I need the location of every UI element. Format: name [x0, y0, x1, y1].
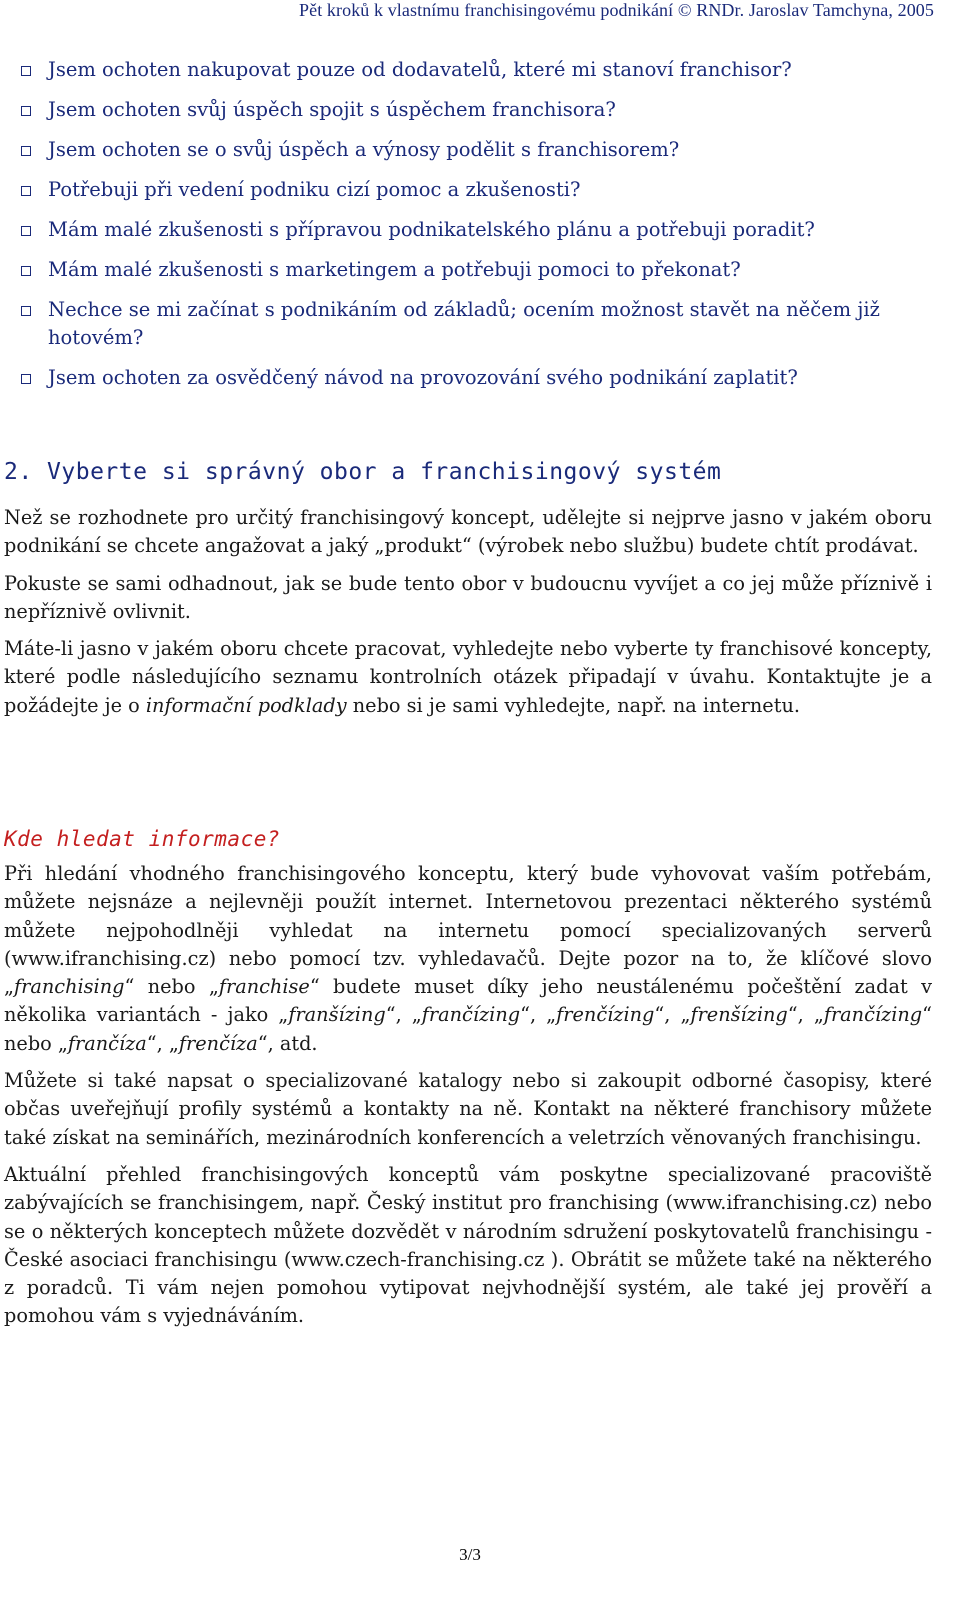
section-heading: 2. Vyberte si správný obor a franchisingový systém — [4, 459, 722, 485]
paragraph-text: “, „ — [146, 1031, 179, 1055]
paragraph-text: “ budete muset díky jeho neustálenému počeštění zadat v několika variantách - jako „ — [4, 975, 932, 1027]
checklist-item-text: Jsem ochoten nakupovat pouze od dodavatelů, které mi stanoví franchisor? — [48, 58, 792, 81]
paragraph: Můžete si také napsat o specializované katalogy nebo si zakoupit odborné časopisy, které občas uveřejňují profily systémů a kontakty na ně. Kontakt na některé franchisory můžete také získat na seminářích, mezinárodních konferencích a veletrzích věnovaných franchisingu. — [4, 1069, 932, 1149]
paragraph-text: “ nebo „ — [4, 1003, 933, 1055]
paragraph — [4, 860, 932, 1058]
paragraph-text: “, „ — [385, 1003, 422, 1027]
emphasized-term: franchising — [14, 975, 125, 999]
emphasized-term: frančízing — [823, 1003, 923, 1027]
paragraph-text: “, „ — [787, 1003, 824, 1027]
paragraph-text: nebo si je sami vyhledejte, např. na internetu. — [346, 693, 800, 717]
section-body — [4, 504, 932, 729]
checklist-item-text: Mám malé zkušenosti s přípravou podnikatelského plánu a potřebuji poradit? — [48, 218, 815, 241]
checklist-item — [0, 364, 955, 392]
checkbox-icon — [21, 374, 31, 384]
checkbox-icon — [21, 146, 31, 156]
checkbox-icon — [21, 66, 31, 76]
subsection-heading: Kde hledat informace? — [4, 827, 281, 851]
checklist-item — [0, 176, 955, 204]
paragraph: Než se rozhodnete pro určitý franchisingový koncept, udělejte si nejprve jasno v jakém oboru podnikání se chcete angažovat a jaký „produkt“ (výrobek nebo službu) budete chtít prodávat. — [4, 506, 932, 558]
paragraph-text: “, atd. — [257, 1031, 318, 1055]
emphasized-term: franchise — [218, 975, 310, 999]
page-number: 3/3 — [459, 1545, 481, 1564]
paragraph-text: “, „ — [654, 1003, 691, 1027]
emphasized-term: informační podklady — [145, 693, 347, 717]
question-checklist — [0, 56, 955, 404]
paragraph-text: Při hledání vhodného franchisingového konceptu, který bude vyhovovat vaším potřebám, můžete nejsnáze a nejlevněji použít internet. Internetovou prezentaci některého systémů můžete nejpohodlněji vyhledat na internetu pomocí specializovaných serverů (www.ifranchising.cz) nebo pomocí tzv. vyhledavačů. Dejte pozor na to, že klíčové slovo „ — [4, 862, 932, 999]
paragraph: Aktuální přehled franchisingových konceptů vám poskytne specializované pracoviště zabývajících se franchisingem, např. Český institut pro franchising (www.ifranchising.cz) nebo se o některých konceptech můžete dozvědět v národním sdružení poskytovatelů franchisingu - České asociaci franchisingu (www.czech-franchising.cz ). Obrátit se můžete také na některého z poradců. Ti vám nejen pomohou vytipovat nejvhodnější systém, ale také jej prověří a pomohou vám s vyjednáváním. — [4, 1162, 932, 1328]
checklist-item — [0, 216, 955, 244]
checklist-item-text: Jsem ochoten za osvědčený návod na provozování svého podnikání zaplatit? — [48, 366, 798, 389]
checkbox-icon — [21, 266, 31, 276]
checklist-item — [0, 136, 955, 164]
checkbox-icon — [21, 186, 31, 196]
checklist-item-text: Jsem ochoten se o svůj úspěch a výnosy podělit s franchisorem? — [48, 138, 680, 161]
checklist-item — [0, 56, 955, 84]
emphasized-term: franšízing — [288, 1003, 386, 1027]
checklist-item-text: Jsem ochoten svůj úspěch spojit s úspěchem franchisora? — [48, 98, 616, 121]
emphasized-term: frančíza — [67, 1031, 147, 1055]
checkbox-icon — [21, 306, 31, 316]
paragraph-text: Máte-li jasno v jakém oboru chcete pracovat, vyhledejte nebo vyberte ty franchisové koncepty, které podle následujícího seznamu kontrolních otázek připadají v úvahu. Kontaktujte je a požádejte je o — [4, 637, 932, 717]
checklist-item — [0, 96, 955, 124]
paragraph-text: “ nebo „ — [124, 975, 219, 999]
emphasized-term: frenšízing — [690, 1003, 788, 1027]
checklist-item-text: Potřebuji při vedení podniku cizí pomoc a zkušenosti? — [48, 178, 581, 201]
page-header: Pět kroků k vlastnímu franchisingovému podnikání © RNDr. Jaroslav Tamchyna, 2005 — [299, 0, 934, 20]
paragraph-text: “, „ — [520, 1003, 557, 1027]
paragraph — [4, 635, 932, 720]
checkbox-icon — [21, 106, 31, 116]
checklist-item-text: Nechce se mi začínat s podnikáním od základů; ocením možnost stavět na něčem již hotovém? — [48, 298, 880, 349]
subsection-body — [4, 860, 932, 1340]
emphasized-term: frančízing — [421, 1003, 521, 1027]
checklist-item-text: Mám malé zkušenosti s marketingem a potřebuji pomoci to překonat? — [48, 258, 741, 281]
emphasized-term: frenčíza — [178, 1031, 258, 1055]
paragraph: Pokuste se sami odhadnout, jak se bude tento obor v budoucnu vyvíjet a co jej může příznivě i nepříznivě ovlivnit. — [4, 571, 932, 623]
checklist-item — [0, 296, 955, 352]
checkbox-icon — [21, 226, 31, 236]
emphasized-term: frenčízing — [556, 1003, 655, 1027]
checklist-item — [0, 256, 955, 284]
